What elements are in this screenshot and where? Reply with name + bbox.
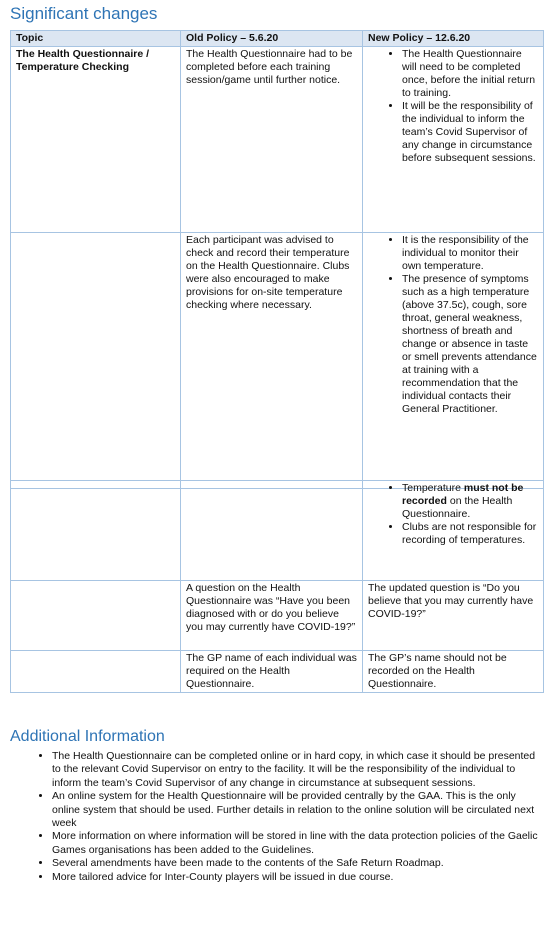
additional-info-list [10, 750, 540, 884]
list-item: • More tailored advice for Inter-County players will be issued in due course. [52, 871, 540, 884]
text-span: on the Health Questionnaire. [402, 495, 513, 520]
table-row [11, 581, 544, 651]
list-item: • An online system for the Health Questionnaire will be provided centrally by the GAA. This is the only online system that should be used. Further details in relation to the online solution will be circulated next week [52, 790, 540, 830]
topic-cell [11, 481, 181, 581]
topic-cell [11, 581, 181, 651]
header-old-policy: Old Policy – 5.6.20 [181, 31, 363, 47]
table-row [11, 47, 544, 233]
old-policy-cell: Each participant was advised to check and record their temperature on the Health Questionnaire. Clubs were also encouraged to make provisions for on-site temperature checking where necessary. [181, 233, 363, 489]
topic-cell [11, 233, 181, 489]
table-row [11, 651, 544, 693]
topic-cell [11, 47, 181, 233]
table-row [11, 481, 544, 581]
list-item: • More information on where information will be stored in line with the data protection policies of the Gaelic Games organisations has been added to the Guidelines. [52, 830, 540, 857]
section-heading-additional-information: Additional Information [10, 728, 165, 745]
new-policy-cell [363, 481, 544, 581]
new-policy-cell: The GP’s name should not be recorded on the Health Questionnaire. [363, 651, 544, 693]
new-policy-list [368, 234, 538, 416]
list-item: • Clubs are not responsible for recording of temperatures. [402, 521, 538, 547]
old-policy-cell: The Health Questionnaire had to be completed before each training session/game until further notice. [181, 47, 363, 233]
changes-table-continued [10, 480, 544, 693]
new-policy-cell: The updated question is “Do you believe that you may currently have COVID-19?” [363, 581, 544, 651]
section-heading-significant-changes: Significant changes [10, 4, 158, 23]
list-item [402, 482, 538, 521]
new-policy-cell [363, 233, 544, 489]
header-topic: Topic [11, 31, 181, 47]
list-item: • The Health Questionnaire will need to be completed once, before the initial return to training. [402, 48, 538, 100]
old-policy-cell: A question on the Health Questionnaire was “Have you been diagnosed with or do you believe you may currently have COVID-19?” [181, 581, 363, 651]
new-policy-list [368, 48, 538, 165]
header-new-policy: New Policy – 12.6.20 [363, 31, 544, 47]
old-policy-cell: The GP name of each individual was required on the Health Questionnaire. [181, 651, 363, 693]
text-span: Temperature [402, 482, 464, 494]
old-policy-cell [181, 481, 363, 581]
new-policy-list [368, 482, 538, 547]
list-item: • It will be the responsibility of the individual to inform the team’s Covid Supervisor of any change in circumstance before subsequent sessions. [402, 100, 538, 165]
table-header-row [11, 31, 544, 47]
list-item: • The presence of symptoms such as a high temperature (above 37.5c), cough, sore throat, general weakness, shortness of breath and change or absence in taste or smell prevents attendance at training with a recommendation that the individual contacts their General Practitioner. [402, 273, 538, 416]
table-row [11, 233, 544, 489]
list-item: • Several amendments have been made to the contents of the Safe Return Roadmap. [52, 857, 540, 870]
emphasis-text: must not be recorded [402, 482, 524, 507]
topic-text: The Health Questionnaire / Temperature Checking [16, 48, 150, 73]
changes-table [10, 30, 544, 489]
list-item: • The Health Questionnaire can be completed online or in hard copy, in which case it should be presented to the relevant Covid Supervisor on entry to the facility. It will be the responsibility of the individual to inform the team’s Covid Supervisor of any change in circumstance at subsequent sessions. [52, 750, 540, 790]
list-item: • It is the responsibility of the individual to monitor their own temperature. [402, 234, 538, 273]
topic-cell [11, 651, 181, 693]
new-policy-cell [363, 47, 544, 233]
